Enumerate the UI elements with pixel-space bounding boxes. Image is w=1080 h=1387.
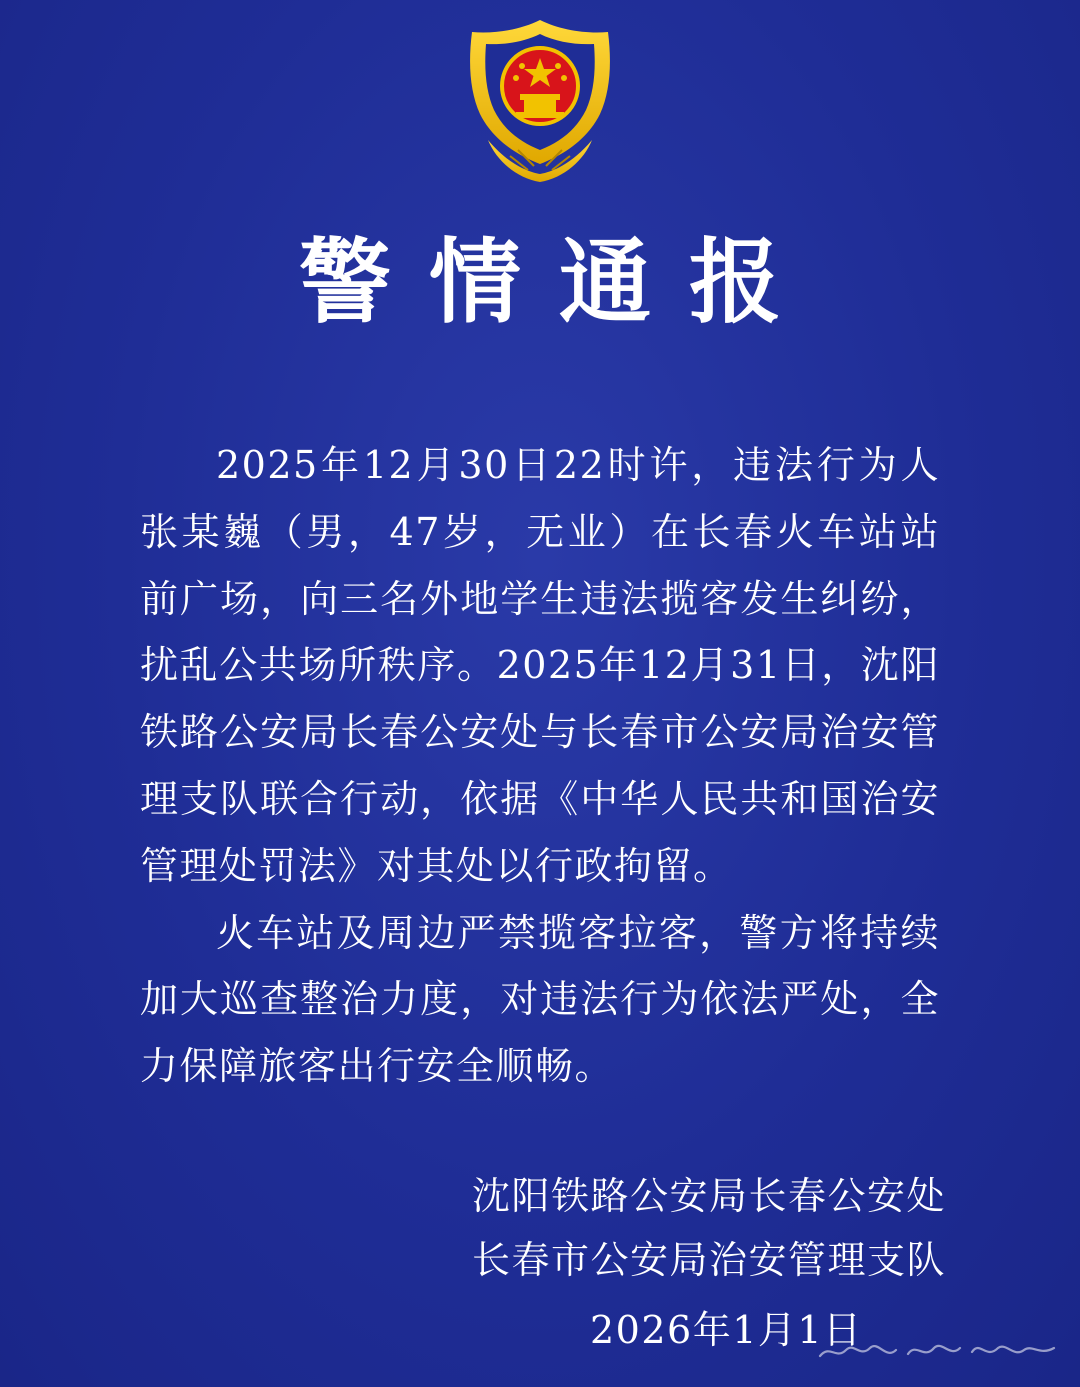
signature-date: 2026年1月1日 <box>590 1308 863 1352</box>
paragraph-incident: 2025年12月30日22时许，违法行为人张某巍（男，47岁，无业）在长春火车站站前广场，向三名外地学生违法揽客发生纠纷，扰乱公共场所秩序。2025年12月31日，沈阳铁路公安局长春公安处与长春市公安局治安管理支队联合行动，依据《中华人民共和国治安管理处罚法》对其处以行政拘留。 <box>140 443 940 888</box>
signature-block <box>472 1164 947 1292</box>
page-title: 警情通报 <box>298 229 819 336</box>
paragraph-warning: 火车站及周边严禁揽客拉客，警方将持续加大巡查整治力度，对违法行为依法严处，全力保障旅客出行安全顺畅。 <box>140 910 940 1089</box>
signature-org-city-police: 长春市公安局治安管理支队 <box>472 1238 947 1282</box>
bulletin-body <box>140 432 940 1100</box>
handwritten-watermark-icon <box>816 1330 1060 1370</box>
signature-org-railway-police: 沈阳铁路公安局长春公安处 <box>472 1174 947 1218</box>
police-emblem-icon <box>458 14 622 184</box>
